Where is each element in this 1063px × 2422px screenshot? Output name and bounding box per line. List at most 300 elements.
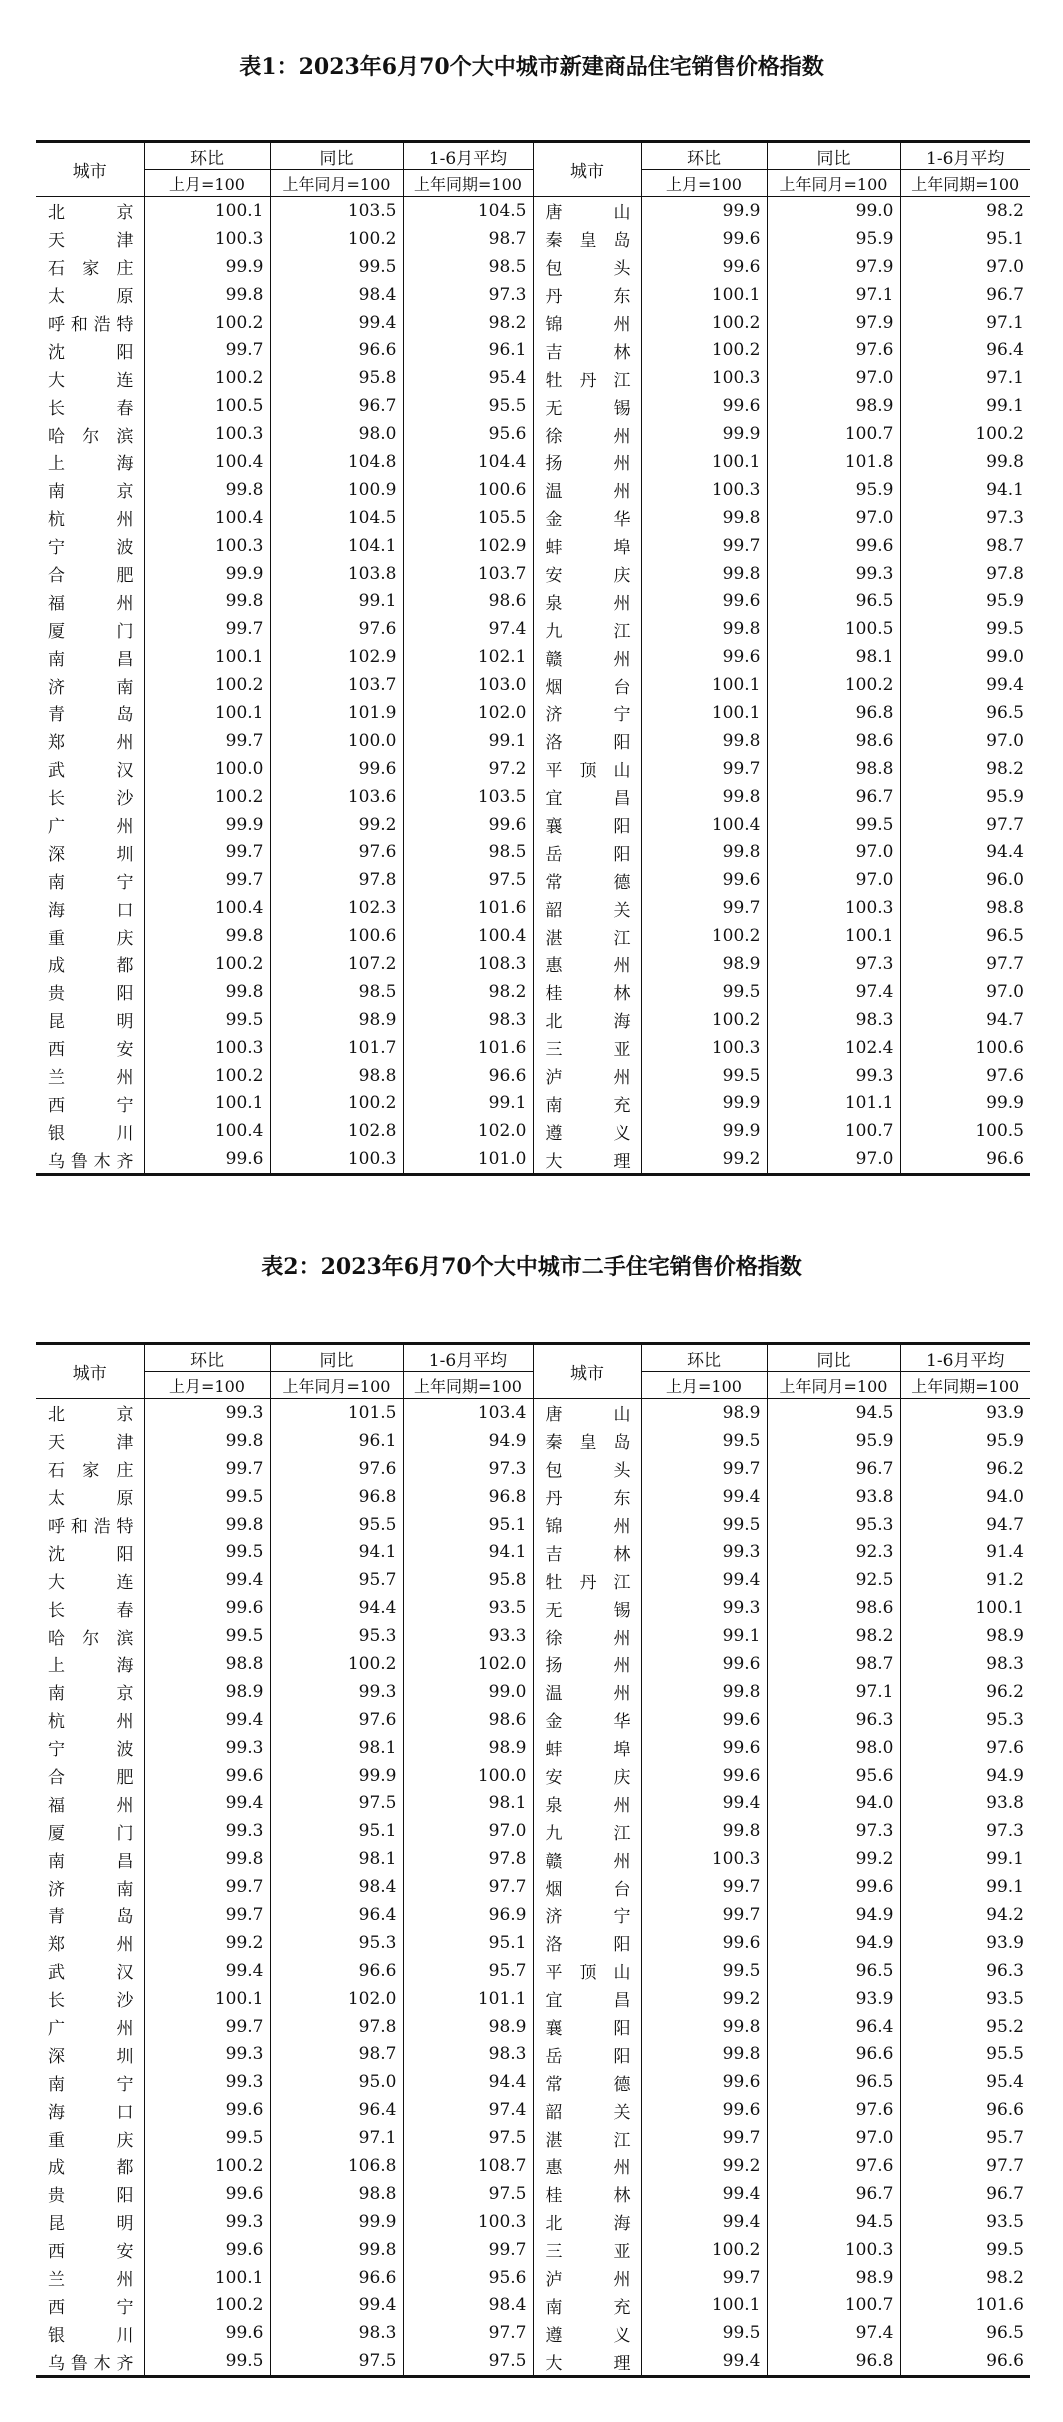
right-city-cell: 洛 阳 [533, 1929, 641, 1957]
right-avg-cell: 93.9 [900, 1929, 1030, 1957]
left-city-cell: 长 沙 [36, 1985, 144, 2013]
left-yoy-cell: 99.1 [270, 587, 403, 615]
right-avg-cell: 99.9 [900, 1090, 1030, 1118]
left-mom-cell: 100.2 [144, 2292, 270, 2320]
left-city-cell: 郑 州 [36, 727, 144, 755]
right-mom-cell: 100.1 [641, 281, 767, 309]
mom-base-header: 上月=100 [641, 1372, 767, 1399]
right-avg-cell: 96.5 [900, 2319, 1030, 2347]
left-mom-cell: 99.4 [144, 1706, 270, 1734]
left-city-cell: 合 肥 [36, 560, 144, 588]
right-avg-cell: 95.9 [900, 587, 1030, 615]
left-mom-cell: 99.3 [144, 2068, 270, 2096]
left-mom-cell: 99.8 [144, 587, 270, 615]
left-mom-cell: 99.8 [144, 1511, 270, 1539]
right-avg-cell: 97.6 [900, 1734, 1030, 1762]
left-avg-cell: 103.7 [403, 560, 533, 588]
right-avg-cell: 97.0 [900, 253, 1030, 281]
right-avg-cell: 98.2 [900, 197, 1030, 225]
mom-base-header: 上月=100 [144, 170, 270, 197]
left-yoy-cell: 99.4 [270, 2292, 403, 2320]
table2-resale-housing-index [36, 1342, 1030, 2378]
yoy-header: 同比 [270, 142, 403, 170]
right-avg-cell: 95.7 [900, 2124, 1030, 2152]
left-city-cell: 武 汉 [36, 1957, 144, 1985]
left-city-cell: 深 圳 [36, 2040, 144, 2068]
right-city-cell: 无 锡 [533, 392, 641, 420]
left-yoy-cell: 99.5 [270, 253, 403, 281]
left-avg-cell: 98.2 [403, 309, 533, 337]
left-avg-cell: 100.0 [403, 1762, 533, 1790]
avg-base-header: 上年同期=100 [403, 170, 533, 197]
left-yoy-cell: 98.9 [270, 1006, 403, 1034]
left-avg-cell: 98.9 [403, 1734, 533, 1762]
right-city-cell: 桂 林 [533, 2180, 641, 2208]
left-mom-cell: 100.3 [144, 420, 270, 448]
left-mom-cell: 99.3 [144, 1817, 270, 1845]
left-mom-cell: 100.5 [144, 392, 270, 420]
yoy-header: 同比 [270, 1344, 403, 1372]
left-yoy-cell: 99.4 [270, 309, 403, 337]
right-mom-cell: 99.8 [641, 2013, 767, 2041]
right-yoy-cell: 97.0 [767, 504, 900, 532]
right-yoy-cell: 96.8 [767, 2347, 900, 2376]
right-avg-cell: 96.7 [900, 2180, 1030, 2208]
right-city-cell: 湛 江 [533, 2124, 641, 2152]
left-mom-cell: 100.3 [144, 1034, 270, 1062]
left-avg-cell: 95.6 [403, 420, 533, 448]
left-yoy-cell: 100.3 [270, 1145, 403, 1174]
left-city-cell: 石家庄 [36, 253, 144, 281]
right-mom-cell: 99.5 [641, 1511, 767, 1539]
left-city-cell: 太 原 [36, 1483, 144, 1511]
left-avg-cell: 94.1 [403, 1538, 533, 1566]
right-mom-cell: 99.8 [641, 504, 767, 532]
yoy-header: 同比 [767, 1344, 900, 1372]
left-mom-cell: 99.8 [144, 281, 270, 309]
right-avg-cell: 99.5 [900, 615, 1030, 643]
right-avg-cell: 96.2 [900, 1455, 1030, 1483]
left-mom-cell: 100.4 [144, 504, 270, 532]
right-mom-cell: 99.6 [641, 1650, 767, 1678]
right-mom-cell: 100.2 [641, 1006, 767, 1034]
right-mom-cell: 100.1 [641, 448, 767, 476]
right-mom-cell: 99.4 [641, 1483, 767, 1511]
right-mom-cell: 99.5 [641, 1957, 767, 1985]
right-city-cell: 常 德 [533, 866, 641, 894]
left-mom-cell: 100.2 [144, 309, 270, 337]
right-city-cell: 遵 义 [533, 1117, 641, 1145]
right-city-cell: 秦皇岛 [533, 1427, 641, 1455]
right-avg-cell: 96.6 [900, 2096, 1030, 2124]
right-mom-cell: 99.8 [641, 1678, 767, 1706]
right-city-cell: 秦皇岛 [533, 225, 641, 253]
right-mom-cell: 99.6 [641, 2068, 767, 2096]
right-avg-cell: 95.2 [900, 2013, 1030, 2041]
right-yoy-cell: 96.7 [767, 783, 900, 811]
right-mom-cell: 99.6 [641, 392, 767, 420]
left-mom-cell: 99.7 [144, 1873, 270, 1901]
left-mom-cell: 100.2 [144, 671, 270, 699]
right-avg-cell: 94.2 [900, 1901, 1030, 1929]
left-avg-cell: 95.1 [403, 1929, 533, 1957]
right-yoy-cell: 100.5 [767, 615, 900, 643]
left-mom-cell: 99.4 [144, 1789, 270, 1817]
right-yoy-cell: 92.5 [767, 1566, 900, 1594]
table-row [36, 727, 1030, 755]
right-yoy-cell: 97.6 [767, 336, 900, 364]
left-avg-cell: 96.6 [403, 1062, 533, 1090]
left-city-cell: 济 南 [36, 671, 144, 699]
left-mom-cell: 99.8 [144, 476, 270, 504]
avg-header: 1-6月平均 [403, 1344, 533, 1372]
left-yoy-cell: 96.8 [270, 1483, 403, 1511]
left-avg-cell: 99.1 [403, 1090, 533, 1118]
left-yoy-cell: 103.7 [270, 671, 403, 699]
right-mom-cell: 99.4 [641, 2208, 767, 2236]
left-city-cell: 合 肥 [36, 1762, 144, 1790]
right-yoy-cell: 98.7 [767, 1650, 900, 1678]
right-city-cell: 烟 台 [533, 671, 641, 699]
table-row [36, 253, 1030, 281]
left-city-cell: 南 宁 [36, 866, 144, 894]
table2-body [36, 1399, 1030, 2377]
right-avg-cell: 99.0 [900, 643, 1030, 671]
right-mom-cell: 100.3 [641, 1845, 767, 1873]
right-avg-cell: 97.3 [900, 504, 1030, 532]
table-row [36, 364, 1030, 392]
left-city-cell: 长 春 [36, 392, 144, 420]
right-avg-cell: 95.1 [900, 225, 1030, 253]
right-mom-cell: 99.7 [641, 1455, 767, 1483]
table-row [36, 197, 1030, 225]
left-mom-cell: 99.8 [144, 1845, 270, 1873]
right-city-cell: 锦 州 [533, 1511, 641, 1539]
right-city-cell: 三 亚 [533, 2236, 641, 2264]
right-avg-cell: 94.4 [900, 838, 1030, 866]
left-yoy-cell: 98.8 [270, 1062, 403, 1090]
left-avg-cell: 97.4 [403, 2096, 533, 2124]
right-mom-cell: 99.8 [641, 615, 767, 643]
table-row [36, 2180, 1030, 2208]
right-yoy-cell: 96.5 [767, 1957, 900, 1985]
table-row [36, 1650, 1030, 1678]
left-city-cell: 济 南 [36, 1873, 144, 1901]
right-mom-cell: 99.8 [641, 783, 767, 811]
right-yoy-cell: 98.9 [767, 2264, 900, 2292]
table-row [36, 1957, 1030, 1985]
left-city-cell: 武 汉 [36, 755, 144, 783]
table-row [36, 2292, 1030, 2320]
table-row [36, 2013, 1030, 2041]
table-row [36, 2040, 1030, 2068]
left-yoy-cell: 97.8 [270, 866, 403, 894]
right-mom-cell: 99.8 [641, 560, 767, 588]
left-city-cell: 成 都 [36, 2152, 144, 2180]
left-yoy-cell: 96.6 [270, 2264, 403, 2292]
table-row [36, 532, 1030, 560]
right-yoy-cell: 101.1 [767, 1090, 900, 1118]
left-avg-cell: 102.0 [403, 699, 533, 727]
right-city-cell: 平顶山 [533, 1957, 641, 1985]
table-row [36, 1006, 1030, 1034]
right-yoy-cell: 95.3 [767, 1511, 900, 1539]
right-city-cell: 安 庆 [533, 1762, 641, 1790]
table-row [36, 1062, 1030, 1090]
right-city-cell: 丹 东 [533, 281, 641, 309]
right-city-cell: 平顶山 [533, 755, 641, 783]
left-yoy-cell: 99.2 [270, 811, 403, 839]
right-city-cell: 韶 关 [533, 2096, 641, 2124]
left-mom-cell: 99.7 [144, 838, 270, 866]
right-mom-cell: 100.2 [641, 336, 767, 364]
left-avg-cell: 96.8 [403, 1483, 533, 1511]
right-mom-cell: 99.3 [641, 1594, 767, 1622]
city-header: 城市 [533, 1344, 641, 1399]
left-city-cell: 呼和浩特 [36, 309, 144, 337]
left-avg-cell: 100.3 [403, 2208, 533, 2236]
table-row [36, 811, 1030, 839]
left-mom-cell: 100.1 [144, 699, 270, 727]
table-row [36, 1566, 1030, 1594]
right-yoy-cell: 99.2 [767, 1845, 900, 1873]
left-mom-cell: 99.9 [144, 253, 270, 281]
table1-title: 表1：2023年6月70个大中城市新建商品住宅销售价格指数 [239, 54, 824, 80]
left-mom-cell: 99.3 [144, 2208, 270, 2236]
left-mom-cell: 99.5 [144, 1538, 270, 1566]
right-yoy-cell: 98.2 [767, 1622, 900, 1650]
right-city-cell: 牡丹江 [533, 364, 641, 392]
left-avg-cell: 99.1 [403, 727, 533, 755]
left-city-cell: 长 春 [36, 1594, 144, 1622]
table-row [36, 922, 1030, 950]
left-yoy-cell: 101.9 [270, 699, 403, 727]
left-yoy-cell: 102.3 [270, 894, 403, 922]
right-avg-cell: 97.7 [900, 811, 1030, 839]
left-mom-cell: 99.6 [144, 2096, 270, 2124]
left-avg-cell: 101.6 [403, 894, 533, 922]
left-mom-cell: 99.9 [144, 560, 270, 588]
table-row [36, 2152, 1030, 2180]
right-mom-cell: 100.2 [641, 2236, 767, 2264]
right-city-cell: 常 德 [533, 2068, 641, 2096]
table-row [36, 1706, 1030, 1734]
left-mom-cell: 99.2 [144, 1929, 270, 1957]
left-yoy-cell: 97.6 [270, 1706, 403, 1734]
right-yoy-cell: 99.6 [767, 1873, 900, 1901]
right-city-cell: 三 亚 [533, 1034, 641, 1062]
table-row [36, 1538, 1030, 1566]
right-yoy-cell: 96.6 [767, 2040, 900, 2068]
left-mom-cell: 99.3 [144, 2040, 270, 2068]
right-city-cell: 南 充 [533, 2292, 641, 2320]
left-mom-cell: 99.8 [144, 1427, 270, 1455]
left-mom-cell: 100.2 [144, 364, 270, 392]
table-row [36, 2096, 1030, 2124]
table-row [36, 225, 1030, 253]
left-mom-cell: 99.5 [144, 1483, 270, 1511]
left-mom-cell: 99.3 [144, 1734, 270, 1762]
table-row [36, 2319, 1030, 2347]
yoy-base-header: 上年同月=100 [767, 170, 900, 197]
right-mom-cell: 99.3 [641, 1538, 767, 1566]
right-yoy-cell: 93.9 [767, 1985, 900, 2013]
right-avg-cell: 96.2 [900, 1678, 1030, 1706]
left-mom-cell: 100.0 [144, 755, 270, 783]
left-city-cell: 大 连 [36, 1566, 144, 1594]
left-yoy-cell: 97.6 [270, 615, 403, 643]
right-yoy-cell: 97.6 [767, 2152, 900, 2180]
city-header: 城市 [533, 142, 641, 197]
left-mom-cell: 99.7 [144, 1901, 270, 1929]
left-mom-cell: 99.5 [144, 1006, 270, 1034]
left-city-cell: 兰 州 [36, 2264, 144, 2292]
right-mom-cell: 99.8 [641, 2040, 767, 2068]
right-mom-cell: 99.1 [641, 1622, 767, 1650]
right-city-cell: 唐 山 [533, 1399, 641, 1427]
right-yoy-cell: 95.6 [767, 1762, 900, 1790]
right-yoy-cell: 98.1 [767, 643, 900, 671]
left-city-cell: 福 州 [36, 587, 144, 615]
right-mom-cell: 99.4 [641, 1566, 767, 1594]
right-mom-cell: 99.2 [641, 1985, 767, 2013]
right-yoy-cell: 92.3 [767, 1538, 900, 1566]
table-row [36, 420, 1030, 448]
left-avg-cell: 97.3 [403, 281, 533, 309]
left-yoy-cell: 95.5 [270, 1511, 403, 1539]
table-row [36, 894, 1030, 922]
right-mom-cell: 99.6 [641, 1734, 767, 1762]
right-avg-cell: 99.1 [900, 392, 1030, 420]
right-mom-cell: 99.5 [641, 1427, 767, 1455]
left-yoy-cell: 100.9 [270, 476, 403, 504]
right-avg-cell: 93.8 [900, 1789, 1030, 1817]
left-mom-cell: 99.7 [144, 336, 270, 364]
right-yoy-cell: 97.3 [767, 1817, 900, 1845]
left-yoy-cell: 100.2 [270, 1650, 403, 1678]
left-mom-cell: 100.1 [144, 1090, 270, 1118]
right-yoy-cell: 97.4 [767, 978, 900, 1006]
left-city-cell: 天 津 [36, 225, 144, 253]
left-mom-cell: 98.8 [144, 1650, 270, 1678]
right-mom-cell: 98.9 [641, 950, 767, 978]
right-mom-cell: 99.7 [641, 894, 767, 922]
left-yoy-cell: 104.1 [270, 532, 403, 560]
right-mom-cell: 98.9 [641, 1399, 767, 1427]
left-mom-cell: 99.7 [144, 615, 270, 643]
right-avg-cell: 91.4 [900, 1538, 1030, 1566]
right-yoy-cell: 94.5 [767, 2208, 900, 2236]
left-city-cell: 贵 阳 [36, 2180, 144, 2208]
right-city-cell: 九 江 [533, 615, 641, 643]
left-city-cell: 福 州 [36, 1789, 144, 1817]
right-yoy-cell: 97.0 [767, 866, 900, 894]
left-mom-cell: 99.7 [144, 2013, 270, 2041]
right-yoy-cell: 98.6 [767, 727, 900, 755]
table1-header-row [36, 142, 1030, 170]
right-yoy-cell: 96.8 [767, 699, 900, 727]
left-mom-cell: 100.2 [144, 2152, 270, 2180]
right-city-cell: 丹 东 [533, 1483, 641, 1511]
left-yoy-cell: 96.4 [270, 2096, 403, 2124]
table-row [36, 671, 1030, 699]
mom-base-header: 上月=100 [641, 170, 767, 197]
right-mom-cell: 99.7 [641, 532, 767, 560]
right-city-cell: 济 宁 [533, 699, 641, 727]
right-avg-cell: 96.3 [900, 1957, 1030, 1985]
left-avg-cell: 97.5 [403, 2347, 533, 2376]
right-yoy-cell: 100.3 [767, 894, 900, 922]
left-city-cell: 南 昌 [36, 1845, 144, 1873]
left-mom-cell: 100.1 [144, 2264, 270, 2292]
left-avg-cell: 97.4 [403, 615, 533, 643]
right-mom-cell: 99.5 [641, 1062, 767, 1090]
right-avg-cell: 98.7 [900, 532, 1030, 560]
left-mom-cell: 99.5 [144, 1622, 270, 1650]
right-city-cell: 岳 阳 [533, 838, 641, 866]
right-city-cell: 金 华 [533, 1706, 641, 1734]
table-row [36, 2124, 1030, 2152]
right-city-cell: 湛 江 [533, 922, 641, 950]
left-city-cell: 厦 门 [36, 1817, 144, 1845]
left-city-cell: 重 庆 [36, 922, 144, 950]
left-mom-cell: 100.3 [144, 532, 270, 560]
table1-body [36, 197, 1030, 1175]
right-city-cell: 泸 州 [533, 1062, 641, 1090]
right-city-cell: 温 州 [533, 476, 641, 504]
left-avg-cell: 97.0 [403, 1817, 533, 1845]
left-avg-cell: 98.6 [403, 1706, 533, 1734]
table-row [36, 1873, 1030, 1901]
left-city-cell: 石家庄 [36, 1455, 144, 1483]
left-yoy-cell: 95.1 [270, 1817, 403, 1845]
left-city-cell: 大 连 [36, 364, 144, 392]
left-yoy-cell: 97.6 [270, 838, 403, 866]
right-city-cell: 宜 昌 [533, 783, 641, 811]
right-yoy-cell: 98.6 [767, 1594, 900, 1622]
right-yoy-cell: 97.0 [767, 2124, 900, 2152]
right-avg-cell: 96.7 [900, 281, 1030, 309]
right-avg-cell: 97.6 [900, 1062, 1030, 1090]
right-yoy-cell: 99.3 [767, 1062, 900, 1090]
table-row [36, 476, 1030, 504]
right-mom-cell: 99.2 [641, 1145, 767, 1174]
right-mom-cell: 100.4 [641, 811, 767, 839]
right-mom-cell: 99.4 [641, 1789, 767, 1817]
left-mom-cell: 99.5 [144, 2124, 270, 2152]
left-avg-cell: 98.2 [403, 978, 533, 1006]
avg-header: 1-6月平均 [900, 1344, 1030, 1372]
left-city-cell: 海 口 [36, 894, 144, 922]
right-yoy-cell: 99.3 [767, 560, 900, 588]
left-city-cell: 海 口 [36, 2096, 144, 2124]
left-avg-cell: 102.0 [403, 1117, 533, 1145]
left-avg-cell: 95.4 [403, 364, 533, 392]
left-mom-cell: 99.3 [144, 1399, 270, 1427]
left-avg-cell: 93.5 [403, 1594, 533, 1622]
table-row [36, 1622, 1030, 1650]
right-avg-cell: 101.6 [900, 2292, 1030, 2320]
right-avg-cell: 99.1 [900, 1873, 1030, 1901]
right-mom-cell: 100.2 [641, 922, 767, 950]
right-avg-cell: 97.7 [900, 2152, 1030, 2180]
left-mom-cell: 99.4 [144, 1957, 270, 1985]
right-avg-cell: 100.6 [900, 1034, 1030, 1062]
left-mom-cell: 99.7 [144, 1455, 270, 1483]
table-row [36, 2264, 1030, 2292]
left-yoy-cell: 94.1 [270, 1538, 403, 1566]
right-mom-cell: 99.5 [641, 978, 767, 1006]
